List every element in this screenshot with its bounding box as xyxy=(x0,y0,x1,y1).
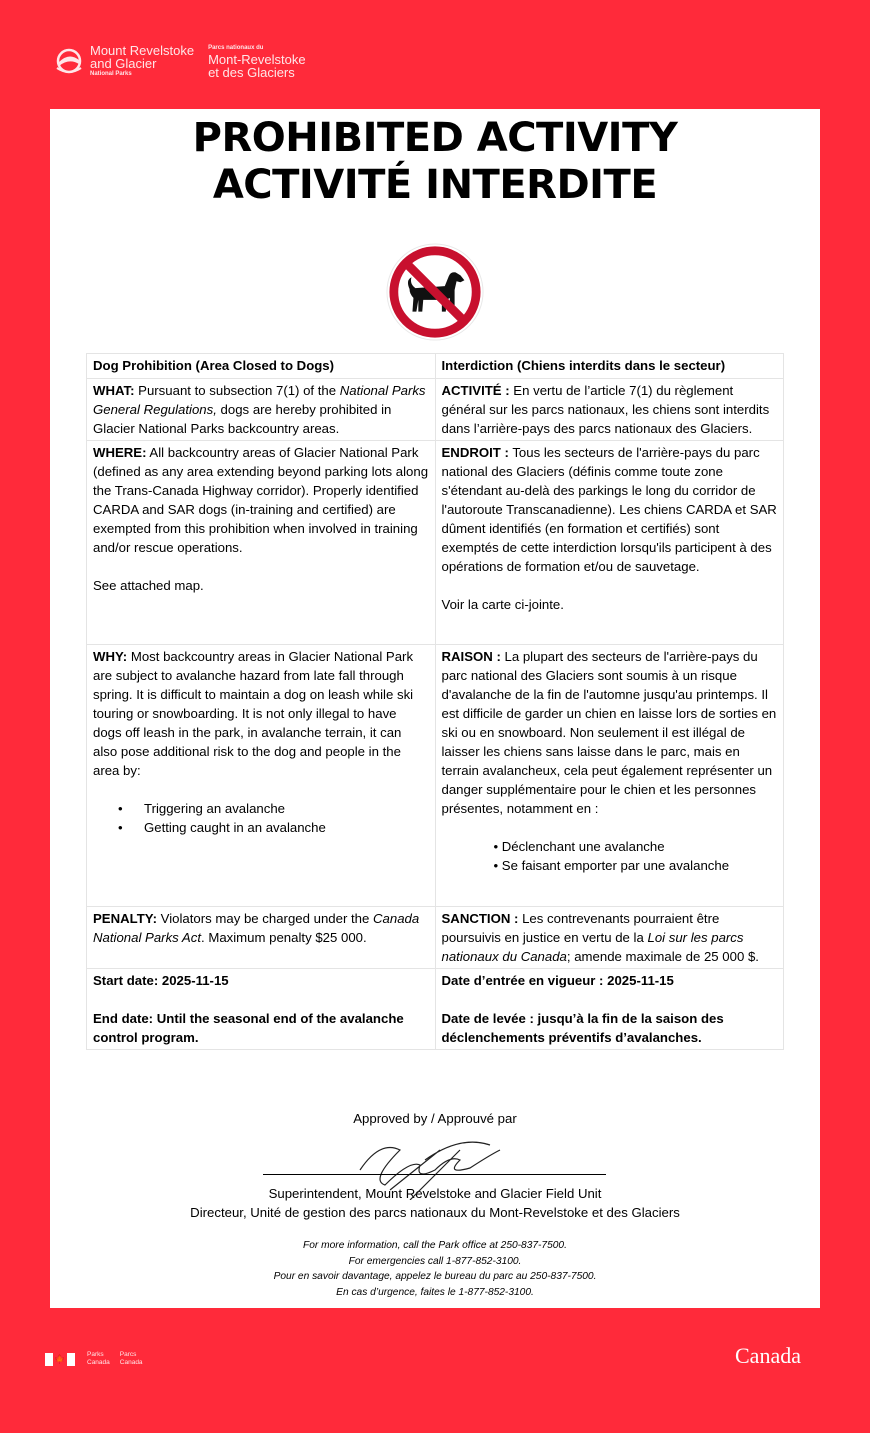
what-text: Pursuant to subsection 7(1) of the xyxy=(134,383,340,398)
beaver-logo-icon xyxy=(54,46,84,76)
end-date: End date: Until the seasonal end of the avalanche control program. xyxy=(93,1011,404,1045)
regulation-title: National Parks General Regulations, xyxy=(93,383,426,417)
bullet-item: • Getting caught in an avalanche xyxy=(144,818,429,837)
bullet-item: • Se faisant emporter par une avalanche xyxy=(494,856,778,875)
dates-fr xyxy=(435,969,784,1050)
parks-en-1: Parks xyxy=(87,1351,104,1358)
signature-icon xyxy=(340,1130,510,1200)
why-label: WHY: xyxy=(93,649,128,664)
raison-text: La plupart des secteurs de l'arrière-pays du parc national des Glaciers sont soumis à un risque d'avalanche de la fin de l'automne jusqu'au printemps. Il est difficile de garder un chien en laisse lors de sorties en ski ou en snowboard. Non seulement il est illégal de laisser les chiens sans laisse dans le parc, mais en terrain avalancheux, cela peut également représenter un danger supplémentaire pour le chien et les personnes présentes, notamment en : xyxy=(441,649,777,816)
table-row-dates xyxy=(87,969,784,1050)
loi-title: Loi sur les parcs nationaux du Canada xyxy=(441,930,744,964)
date-entree: Date d’entrée en vigueur : 2025-11-15 xyxy=(441,973,674,988)
voir-carte-text: Voir la carte ci-jointe. xyxy=(441,597,564,612)
parks-logo xyxy=(54,44,306,79)
penalty-fr xyxy=(435,907,784,969)
superintendent-title-fr: Directeur, Unité de gestion des parcs nationaux du Mont-Revelstoke et des Glaciers xyxy=(190,1205,680,1220)
header-en: Dog Prohibition (Area Closed to Dogs) xyxy=(87,354,436,379)
why-bullets-en xyxy=(93,799,429,837)
why-fr xyxy=(435,645,784,907)
logo-fr-line1: Parcs nationaux du xyxy=(208,45,264,51)
approval-block xyxy=(50,1109,820,1222)
table-row-penalty xyxy=(87,907,784,969)
header-fr: Interdiction (Chiens interdits dans le secteur) xyxy=(435,354,784,379)
raison-label: RAISON : xyxy=(441,649,501,664)
what-fr xyxy=(435,379,784,441)
table-row-where xyxy=(87,441,784,645)
table-row-what xyxy=(87,379,784,441)
why-bullets-fr xyxy=(442,837,778,875)
rules-table xyxy=(86,353,784,1050)
where-fr xyxy=(435,441,784,645)
what-text-2: dogs are hereby prohibited in Glacier National Parks backcountry areas. xyxy=(93,402,392,436)
parks-fr-2: Canada xyxy=(119,1359,143,1366)
sanction-text-2: ; amende maximale de 25 000 $. xyxy=(566,949,759,964)
page-title xyxy=(50,115,820,209)
info-line: Pour en savoir davantage, appelez le bureau du parc au 250-837-7500. xyxy=(273,1271,597,1282)
logo-en-line1: Mount Revelstoke xyxy=(90,43,195,58)
penalty-text: Violators may be charged under the xyxy=(156,911,374,926)
penalty-en xyxy=(87,907,436,969)
logo-en-line3: National Parks xyxy=(90,71,132,77)
bullet-item: • Déclenchant une avalanche xyxy=(494,837,778,856)
logo-fr-line2: Mont-Revelstoke xyxy=(208,52,306,67)
table-row-why xyxy=(87,645,784,907)
no-dogs-sign-icon xyxy=(386,243,484,341)
penalty-text-2: . Maximum penalty $25 000. xyxy=(201,930,367,945)
why-text: Most backcountry areas in Glacier National Park are subject to avalanche hazard from late fall through spring. It is difficult to maintain a dog on leash while ski touring or snowboarding. It is not only illegal to have dogs off leash in the park, in avalanche terrain, it can also pose additional risk to the dog and people in the area by: xyxy=(93,649,414,778)
where-en xyxy=(87,441,436,645)
canada-flag-icon: 🍁 xyxy=(45,1353,75,1366)
logo-en-line2: and Glacier xyxy=(90,56,157,71)
start-date: Start date: 2025-11-15 xyxy=(93,973,229,988)
bullet-item: • Triggering an avalanche xyxy=(144,799,429,818)
dates-en xyxy=(87,969,436,1050)
approved-by-label: Approved by / Approuvé par xyxy=(353,1111,517,1126)
contact-info xyxy=(50,1238,820,1300)
parks-canada-logo xyxy=(45,1351,143,1367)
penalty-label: PENALTY: xyxy=(93,911,157,926)
title-fr: ACTIVITÉ INTERDITE xyxy=(212,162,658,208)
logo-fr-line3: et des Glaciers xyxy=(208,65,295,80)
sanction-label: SANCTION : xyxy=(441,911,519,926)
info-line: En cas d’urgence, faites le 1-877-852-3100. xyxy=(336,1286,534,1298)
what-en xyxy=(87,379,436,441)
canada-wordmark: Canada xyxy=(735,1343,801,1368)
superintendent-title-en: Superintendent, Mount Revelstoke and Glacier Field Unit xyxy=(268,1186,602,1201)
info-line: For emergencies call 1-877-852-3100. xyxy=(348,1255,522,1267)
parks-fr-1: Parcs xyxy=(119,1351,137,1358)
activite-text: En vertu de l’article 7(1) du règlement général sur les parcs nationaux, les chiens sont interdits dans l’arrière-pays des parcs nationaux des Glaciers. xyxy=(441,383,770,436)
act-title: Canada National Parks Act xyxy=(93,911,420,945)
endroit-label: ENDROIT : xyxy=(441,445,509,460)
activite-label: ACTIVITÉ : xyxy=(441,383,510,398)
where-text: All backcountry areas of Glacier National Park (defined as any area extending beyond parking lots along the Trans-Canada Highway corridor). Properly identified CARDA and SAR dogs (in-training and certified) are exempted from this prohibition when involved in training and/or rescue operations. xyxy=(93,445,429,555)
table-header-row xyxy=(87,354,784,379)
parks-en-2: Canada xyxy=(87,1359,110,1366)
info-line: For more information, call the Park office at 250-837-7500. xyxy=(303,1240,567,1251)
date-levee: Date de levée : jusqu’à la fin de la saison des déclenchements préventifs d’avalanches. xyxy=(441,1011,724,1045)
why-en xyxy=(87,645,436,907)
see-map-text: See attached map. xyxy=(93,578,204,593)
where-label: WHERE: xyxy=(93,445,147,460)
title-en: PROHIBITED ACTIVITY xyxy=(192,115,678,161)
what-label: WHAT: xyxy=(93,383,135,398)
sanction-text: Les contrevenants pourraient être poursuivis en justice en vertu de la xyxy=(441,911,720,945)
notice-panel xyxy=(50,109,820,1308)
signature-line xyxy=(263,1174,606,1175)
endroit-text: Tous les secteurs de l'arrière-pays du parc national des Glaciers (définis comme toute zone s'étendant au-delà des parkings le long du corridor de l'autoroute Transcanadienne). Les chiens CARDA et SAR dûment identifiés (en formation et certifiés) sont exemptés de cette interdiction lorsqu'ils participent à des opérations de formation et/ou de sauvetage. xyxy=(441,445,777,574)
